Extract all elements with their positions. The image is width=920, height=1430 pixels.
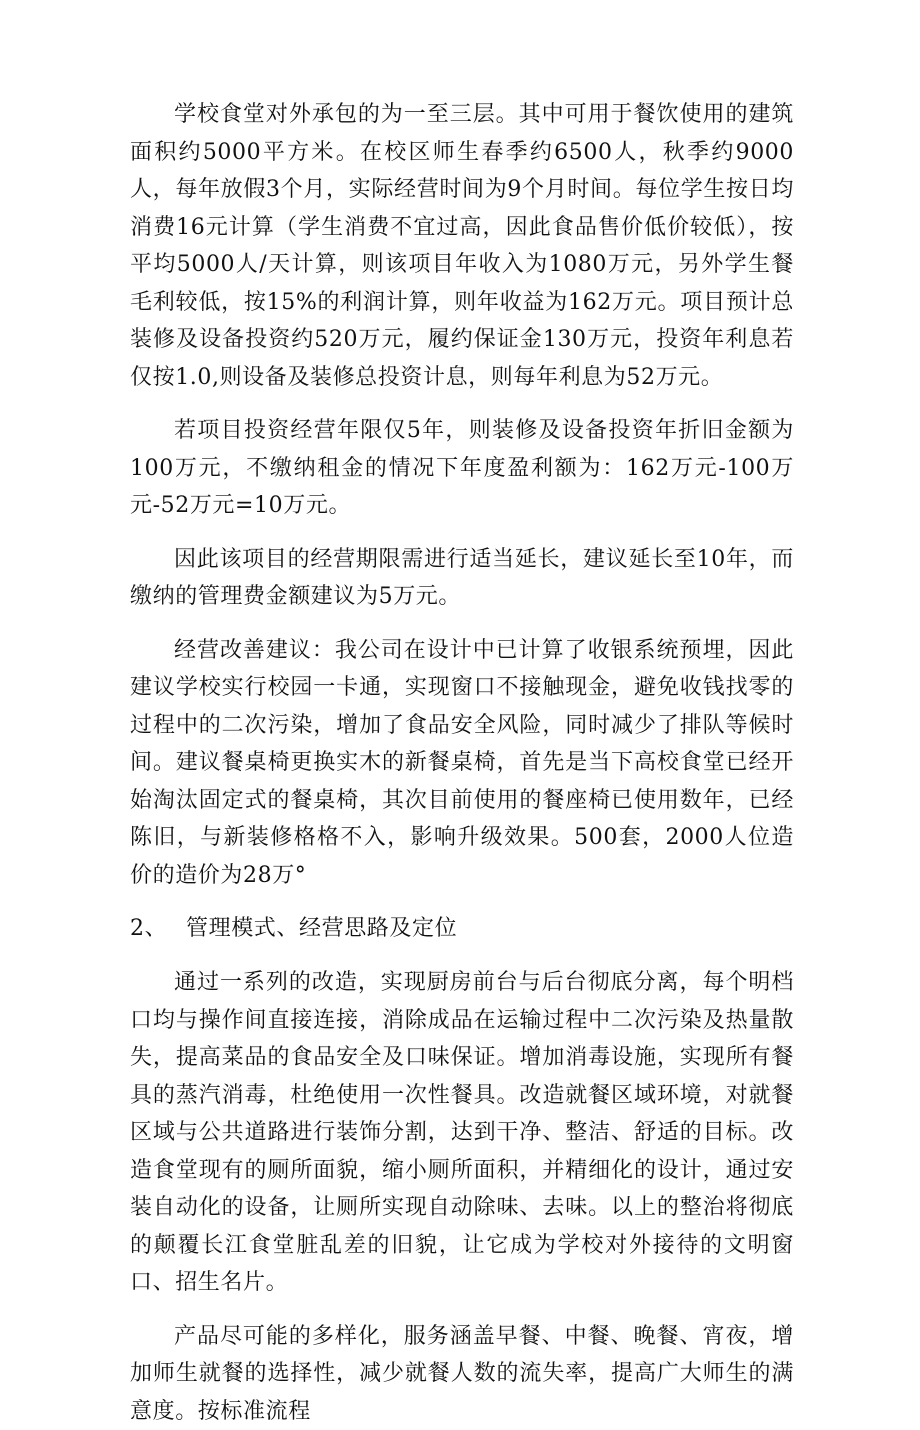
section-number: 2、	[130, 910, 186, 948]
paragraph-renovation: 通过一系列的改造，实现厨房前台与后台彻底分离，每个明档口均与操作间直接连接，消除成品在运输过程中二次污染及热量散失，提高菜品的食品安全及口味保证。增加消毒设施，实现所有餐具的蒸汽消毒，杜绝使用一次性餐具。改造就餐区域环境，对就餐区域与公共道路进行装饰分割，达到干净、整洁、舒适的目标。改造食堂现有的厕所面貌，缩小厕所面积，并精细化的设计，通过安装自动化的设备，让厕所实现自动除味、去味。以上的整治将彻底的颠覆长江食堂脏乱差的旧貌，让它成为学校对外接待的文明窗口、招生名片。	[130, 964, 794, 1302]
paragraph-revenue-estimate: 学校食堂对外承包的为一至三层。其中可用于餐饮使用的建筑面积约5000平方米。在校区师生春季约6500人，秋季约9000人，每年放假3个月，实际经营时间为9个月时间。每位学生按日均消费16元计算（学生消费不宜过高，因此食品售价低价较低），按平均5000人/天计算，则该项目年收入为1080万元，另外学生餐毛利较低，按15%的利润计算，则年收益为162万元。项目预计总装修及设备投资约520万元，履约保证金130万元，投资年利息若仅按1.0,则设备及装修总投资计息，则每年利息为52万元。	[130, 96, 794, 396]
paragraph-product-diversity: 产品尽可能的多样化，服务涵盖早餐、中餐、晚餐、宵夜，增加师生就餐的选择性，减少就餐人数的流失率，提高广大师生的满意度。按标准流程	[130, 1318, 794, 1430]
section-title: 管理模式、经营思路及定位	[186, 916, 457, 941]
paragraph-depreciation: 若项目投资经营年限仅5年，则装修及设备投资年折旧金额为100万元，不缴纳租金的情况下年度盈利额为：162万元-100万元-52万元=10万元。	[130, 412, 794, 525]
paragraph-improvement-suggestions: 经营改善建议：我公司在设计中已计算了收银系统预埋，因此建议学校实行校园一卡通，实现窗口不接触现金，避免收钱找零的过程中的二次污染，增加了食品安全风险，同时减少了排队等候时间。建议餐桌椅更换实木的新餐桌椅，首先是当下高校食堂已经开始淘汰固定式的餐桌椅，其次目前使用的餐座椅已使用数年，已经陈旧，与新装修格格不入，影响升级效果。500套，2000人位造价的造价为28万°	[130, 632, 794, 895]
section-heading	[130, 910, 794, 948]
paragraph-term-extension: 因此该项目的经营期限需进行适当延长，建议延长至10年，而缴纳的管理费金额建议为5万元。	[130, 541, 794, 616]
